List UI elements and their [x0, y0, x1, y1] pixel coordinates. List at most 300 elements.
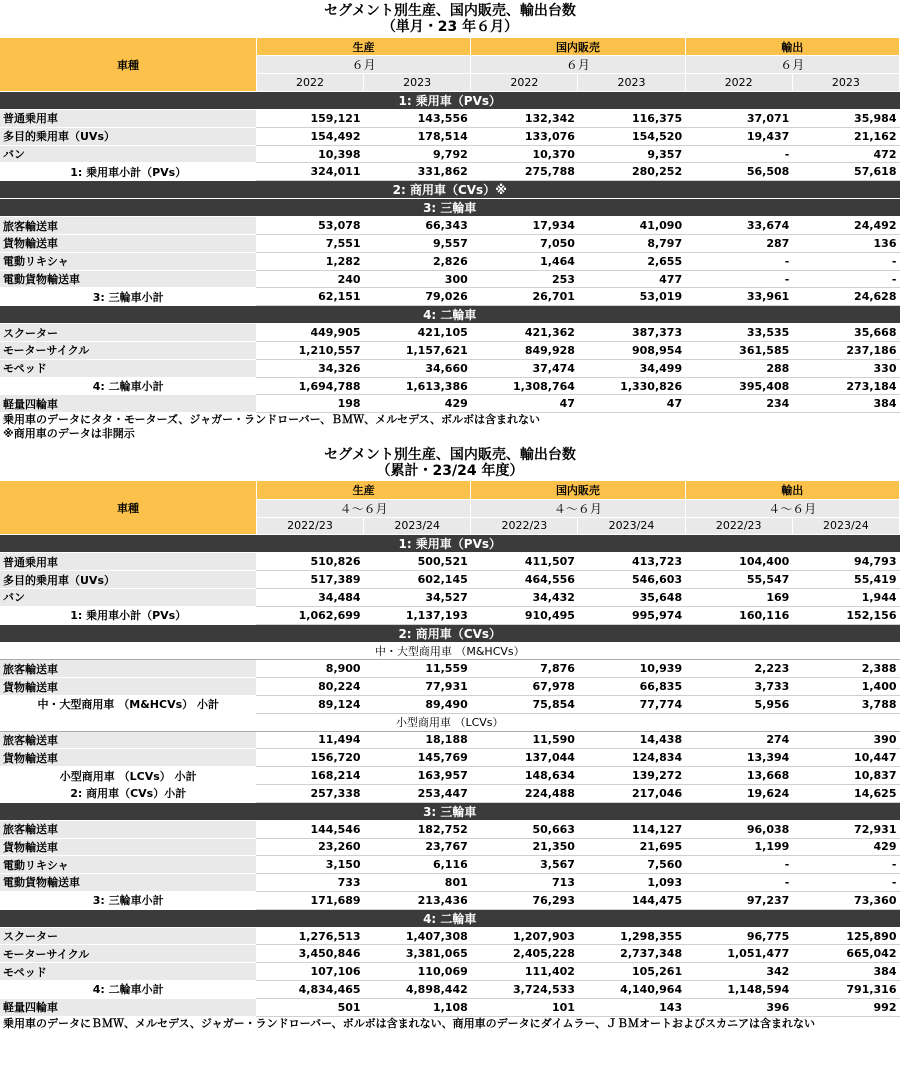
value-cell: 10,370 [471, 145, 578, 163]
value-cell: 517,389 [256, 571, 363, 589]
value-cell: 1,137,193 [364, 606, 471, 624]
value-cell: 421,105 [364, 324, 471, 342]
table-row [0, 127, 900, 145]
value-cell: 97,237 [685, 891, 792, 909]
group-header: 国内販売 [471, 481, 685, 499]
value-cell: 1,051,477 [685, 945, 792, 963]
value-cell: 145,769 [364, 749, 471, 767]
year-header: 2023 [364, 74, 471, 92]
period-header: ６月 [256, 56, 470, 74]
subtotal-label: 3: 三輪車小計 [0, 891, 256, 909]
value-cell: 96,775 [685, 927, 792, 945]
table-row [0, 963, 900, 981]
value-cell: 89,124 [256, 695, 363, 713]
value-cell: 9,557 [364, 235, 471, 253]
table-header [0, 38, 900, 92]
value-cell: 288 [685, 359, 792, 377]
value-cell: 96,038 [685, 820, 792, 838]
value-cell: 76,293 [471, 891, 578, 909]
table-row [0, 820, 900, 838]
value-cell: 66,835 [578, 678, 685, 696]
table-cumulative [0, 481, 900, 1016]
value-cell: 21,162 [792, 127, 899, 145]
row-label: モーターサイクル [0, 945, 256, 963]
value-cell: 510,826 [256, 553, 363, 571]
value-cell: 253,447 [364, 784, 471, 802]
value-cell: 169 [685, 588, 792, 606]
value-cell: - [685, 252, 792, 270]
value-cell: 713 [471, 874, 578, 892]
value-cell: 114,127 [578, 820, 685, 838]
value-cell: 1,308,764 [471, 377, 578, 395]
value-cell: 110,069 [364, 963, 471, 981]
value-cell: 124,834 [578, 749, 685, 767]
section-header-row [0, 306, 900, 324]
section-header: 3: 三輪車 [0, 802, 900, 820]
value-cell: 75,854 [471, 695, 578, 713]
value-cell: 11,559 [364, 660, 471, 678]
value-cell: 34,499 [578, 359, 685, 377]
row-label: 旅客輸送車 [0, 731, 256, 749]
footnote: 乗用車のデータにＢＭＷ、メルセデス、ジャガー・ランドローバー、ボルボは含まれない、商用車のデータにダイムラー、ＪＢＭオートおよびスカニアは含まれない [3, 1016, 816, 1030]
value-cell: 464,556 [471, 571, 578, 589]
table-row [0, 927, 900, 945]
value-cell: 1,400 [792, 678, 899, 696]
table-monthly [0, 38, 900, 413]
subtotal-row [0, 784, 900, 802]
value-cell: 1,613,386 [364, 377, 471, 395]
section-header-row [0, 909, 900, 927]
value-cell: 80,224 [256, 678, 363, 696]
value-cell: 1,108 [364, 998, 471, 1016]
value-cell: 72,931 [792, 820, 899, 838]
value-cell: - [792, 270, 899, 288]
year-header: 2023/24 [578, 517, 685, 535]
value-cell: 34,527 [364, 588, 471, 606]
row-label: スクーター [0, 324, 256, 342]
value-cell: 67,978 [471, 678, 578, 696]
value-cell: 4,898,442 [364, 981, 471, 999]
header-row-groups [0, 38, 900, 56]
value-cell: 2,388 [792, 660, 899, 678]
year-header: 2022 [685, 74, 792, 92]
table-row [0, 145, 900, 163]
table-row [0, 749, 900, 767]
value-cell: 1,464 [471, 252, 578, 270]
value-cell: 159,121 [256, 110, 363, 128]
subtotal-label: 3: 三輪車小計 [0, 288, 256, 306]
row-label: スクーター [0, 927, 256, 945]
value-cell: 7,876 [471, 660, 578, 678]
value-cell: 733 [256, 874, 363, 892]
section-header: 4: 二輪車 [0, 306, 900, 324]
title-cumulative [0, 441, 900, 481]
notes-cumulative [0, 1017, 900, 1031]
value-cell: 34,660 [364, 359, 471, 377]
section-header: 2: 商用車（CVs） [0, 624, 900, 642]
value-cell: 500,521 [364, 553, 471, 571]
title-line-1: セグメント別生産、国内販売、輸出台数 [324, 3, 576, 19]
kind-header: 車種 [0, 481, 256, 535]
value-cell: 73,360 [792, 891, 899, 909]
value-cell: 132,342 [471, 110, 578, 128]
value-cell: 280,252 [578, 163, 685, 181]
value-cell: 37,474 [471, 359, 578, 377]
section-header-row [0, 802, 900, 820]
year-header: 2022/23 [685, 517, 792, 535]
value-cell: 9,792 [364, 145, 471, 163]
value-cell: 224,488 [471, 784, 578, 802]
table-row [0, 110, 900, 128]
value-cell: 53,019 [578, 288, 685, 306]
value-cell: 8,797 [578, 235, 685, 253]
year-header: 2022 [256, 74, 363, 92]
value-cell: 77,931 [364, 678, 471, 696]
year-header: 2023 [578, 74, 685, 92]
table-row [0, 945, 900, 963]
subtotal-row [0, 377, 900, 395]
value-cell: 237,186 [792, 342, 899, 360]
value-cell: 10,447 [792, 749, 899, 767]
value-cell: 19,624 [685, 784, 792, 802]
subtotal-label: 1: 乗用車小計（PVs） [0, 163, 256, 181]
subtotal-row [0, 288, 900, 306]
value-cell: 801 [364, 874, 471, 892]
value-cell: 13,668 [685, 767, 792, 785]
value-cell: 287 [685, 235, 792, 253]
subtotal-row [0, 606, 900, 624]
subtotal-label: 小型商用車 （LCVs） 小計 [0, 767, 256, 785]
value-cell: 300 [364, 270, 471, 288]
row-label: 軽量四輪車 [0, 395, 256, 413]
year-header: 2022 [471, 74, 578, 92]
value-cell: 41,090 [578, 217, 685, 235]
section-header: 4: 二輪車 [0, 909, 900, 927]
value-cell: 449,905 [256, 324, 363, 342]
value-cell: 160,116 [685, 606, 792, 624]
section-cumulative [0, 441, 900, 1030]
value-cell: 104,400 [685, 553, 792, 571]
table-body [0, 92, 900, 413]
row-label: 貨物輸送車 [0, 235, 256, 253]
title-monthly [0, 0, 900, 38]
section-header-row [0, 199, 900, 217]
value-cell: 234 [685, 395, 792, 413]
table-row [0, 342, 900, 360]
group-header: 国内販売 [471, 38, 685, 56]
subtotal-row [0, 891, 900, 909]
value-cell: 13,394 [685, 749, 792, 767]
row-label: 電動リキシャ [0, 252, 256, 270]
value-cell: 9,357 [578, 145, 685, 163]
value-cell: 66,343 [364, 217, 471, 235]
value-cell: 1,282 [256, 252, 363, 270]
value-cell: 35,648 [578, 588, 685, 606]
value-cell: 35,984 [792, 110, 899, 128]
value-cell: 34,326 [256, 359, 363, 377]
year-header: 2023/24 [364, 517, 471, 535]
subsection-header-row [0, 713, 900, 731]
value-cell: 396 [685, 998, 792, 1016]
value-cell: 144,546 [256, 820, 363, 838]
year-header: 2022/23 [471, 517, 578, 535]
value-cell: 3,724,533 [471, 981, 578, 999]
row-label: モペッド [0, 359, 256, 377]
value-cell: 6,116 [364, 856, 471, 874]
value-cell: 1,694,788 [256, 377, 363, 395]
section-header: 2: 商用車（CVs）※ [0, 181, 900, 199]
value-cell: 4,140,964 [578, 981, 685, 999]
period-header: ６月 [685, 56, 899, 74]
group-header: 生産 [256, 481, 470, 499]
value-cell: 10,837 [792, 767, 899, 785]
value-cell: 89,490 [364, 695, 471, 713]
title-line-1: セグメント別生産、国内販売、輸出台数 [324, 447, 576, 464]
value-cell: 152,156 [792, 606, 899, 624]
group-header: 輸出 [685, 38, 899, 56]
value-cell: 21,350 [471, 838, 578, 856]
value-cell: 55,419 [792, 571, 899, 589]
value-cell: - [792, 874, 899, 892]
value-cell: 472 [792, 145, 899, 163]
value-cell: 2,655 [578, 252, 685, 270]
table-row [0, 235, 900, 253]
row-label: 多目的乗用車（UVs） [0, 127, 256, 145]
table-row [0, 217, 900, 235]
value-cell: 198 [256, 395, 363, 413]
value-cell: 139,272 [578, 767, 685, 785]
value-cell: 602,145 [364, 571, 471, 589]
value-cell: 240 [256, 270, 363, 288]
table-row [0, 838, 900, 856]
value-cell: 62,151 [256, 288, 363, 306]
value-cell: 136 [792, 235, 899, 253]
section-header-row [0, 535, 900, 553]
value-cell: 1,157,621 [364, 342, 471, 360]
title-line-2: （累計・23/24 年度） [376, 463, 524, 480]
value-cell: 77,774 [578, 695, 685, 713]
year-header: 2023 [792, 74, 899, 92]
section-header-row [0, 624, 900, 642]
value-cell: 546,603 [578, 571, 685, 589]
footnote: ※商用車のデータは非開示 [3, 427, 135, 441]
subsection-header: 中・大型商用車 （M&HCVs） [0, 642, 900, 660]
value-cell: 2,405,228 [471, 945, 578, 963]
table-body [0, 535, 900, 1016]
value-cell: 992 [792, 998, 899, 1016]
value-cell: 849,928 [471, 342, 578, 360]
subtotal-label: 2: 商用車（CVs）小計 [0, 784, 256, 802]
value-cell: 4,834,465 [256, 981, 363, 999]
group-header: 生産 [256, 38, 470, 56]
value-cell: 7,050 [471, 235, 578, 253]
value-cell: 21,695 [578, 838, 685, 856]
value-cell: 33,674 [685, 217, 792, 235]
section-header: 1: 乗用車（PVs） [0, 92, 900, 110]
group-header: 輸出 [685, 481, 899, 499]
table-row [0, 324, 900, 342]
value-cell: 8,900 [256, 660, 363, 678]
value-cell: 101 [471, 998, 578, 1016]
value-cell: 342 [685, 963, 792, 981]
value-cell: 1,062,699 [256, 606, 363, 624]
value-cell: 18,188 [364, 731, 471, 749]
value-cell: - [685, 874, 792, 892]
value-cell: - [685, 270, 792, 288]
value-cell: 79,026 [364, 288, 471, 306]
row-label: 普通乗用車 [0, 110, 256, 128]
value-cell: 324,011 [256, 163, 363, 181]
table-row [0, 553, 900, 571]
value-cell: 148,634 [471, 767, 578, 785]
value-cell: 1,407,308 [364, 927, 471, 945]
value-cell: 1,207,903 [471, 927, 578, 945]
value-cell: 143 [578, 998, 685, 1016]
table-row [0, 731, 900, 749]
row-label: 旅客輸送車 [0, 660, 256, 678]
value-cell: 3,788 [792, 695, 899, 713]
value-cell: 154,492 [256, 127, 363, 145]
value-cell: 5,956 [685, 695, 792, 713]
value-cell: 107,106 [256, 963, 363, 981]
value-cell: 390 [792, 731, 899, 749]
value-cell: 125,890 [792, 927, 899, 945]
section-header-row [0, 92, 900, 110]
value-cell: 19,437 [685, 127, 792, 145]
row-label: バン [0, 145, 256, 163]
row-label: 電動貨物輸送車 [0, 270, 256, 288]
value-cell: 501 [256, 998, 363, 1016]
value-cell: 2,223 [685, 660, 792, 678]
subsection-header: 小型商用車 （LCVs） [0, 713, 900, 731]
row-label: 普通乗用車 [0, 553, 256, 571]
subtotal-label: 4: 二輪車小計 [0, 981, 256, 999]
value-cell: 47 [471, 395, 578, 413]
period-header: ４～６月 [471, 499, 685, 517]
value-cell: 105,261 [578, 963, 685, 981]
value-cell: 1,298,355 [578, 927, 685, 945]
value-cell: 116,375 [578, 110, 685, 128]
value-cell: 23,260 [256, 838, 363, 856]
value-cell: 111,402 [471, 963, 578, 981]
value-cell: 10,398 [256, 145, 363, 163]
table-row [0, 252, 900, 270]
value-cell: 2,826 [364, 252, 471, 270]
value-cell: 7,560 [578, 856, 685, 874]
value-cell: 910,495 [471, 606, 578, 624]
value-cell: 384 [792, 395, 899, 413]
value-cell: 908,954 [578, 342, 685, 360]
row-label: 貨物輸送車 [0, 678, 256, 696]
value-cell: 995,974 [578, 606, 685, 624]
row-label: モペッド [0, 963, 256, 981]
value-cell: - [792, 856, 899, 874]
value-cell: 7,551 [256, 235, 363, 253]
value-cell: 411,507 [471, 553, 578, 571]
value-cell: 3,381,065 [364, 945, 471, 963]
row-label: バン [0, 588, 256, 606]
table-row [0, 874, 900, 892]
value-cell: 24,492 [792, 217, 899, 235]
period-header: ４～６月 [256, 499, 470, 517]
value-cell: 384 [792, 963, 899, 981]
table-row [0, 395, 900, 413]
value-cell: 14,625 [792, 784, 899, 802]
subtotal-label: 中・大型商用車 （M&HCVs） 小計 [0, 695, 256, 713]
value-cell: 143,556 [364, 110, 471, 128]
value-cell: 37,071 [685, 110, 792, 128]
value-cell: 1,199 [685, 838, 792, 856]
value-cell: 182,752 [364, 820, 471, 838]
value-cell: 1,148,594 [685, 981, 792, 999]
value-cell: 413,723 [578, 553, 685, 571]
value-cell: 274 [685, 731, 792, 749]
row-label: 旅客輸送車 [0, 217, 256, 235]
table-row [0, 678, 900, 696]
table-row [0, 588, 900, 606]
value-cell: 57,618 [792, 163, 899, 181]
subtotal-row [0, 981, 900, 999]
row-label: モーターサイクル [0, 342, 256, 360]
value-cell: 133,076 [471, 127, 578, 145]
value-cell: 217,046 [578, 784, 685, 802]
value-cell: 14,438 [578, 731, 685, 749]
value-cell: 178,514 [364, 127, 471, 145]
value-cell: 1,210,557 [256, 342, 363, 360]
table-row [0, 571, 900, 589]
subtotal-label: 1: 乗用車小計（PVs） [0, 606, 256, 624]
year-header: 2023/24 [792, 517, 899, 535]
value-cell: 33,535 [685, 324, 792, 342]
value-cell: 330 [792, 359, 899, 377]
table-row [0, 856, 900, 874]
period-header: ６月 [471, 56, 685, 74]
value-cell: 2,737,348 [578, 945, 685, 963]
value-cell: 24,628 [792, 288, 899, 306]
value-cell: 33,961 [685, 288, 792, 306]
value-cell: 257,338 [256, 784, 363, 802]
value-cell: 47 [578, 395, 685, 413]
value-cell: 791,316 [792, 981, 899, 999]
value-cell: - [685, 856, 792, 874]
value-cell: 273,184 [792, 377, 899, 395]
row-label: 電動リキシャ [0, 856, 256, 874]
value-cell: 1,276,513 [256, 927, 363, 945]
row-label: 貨物輸送車 [0, 838, 256, 856]
value-cell: 1,944 [792, 588, 899, 606]
subtotal-row [0, 767, 900, 785]
header-row-groups [0, 481, 900, 499]
row-label: 軽量四輪車 [0, 998, 256, 1016]
notes-monthly [0, 413, 900, 441]
value-cell: 17,934 [471, 217, 578, 235]
value-cell: 3,450,846 [256, 945, 363, 963]
value-cell: 3,567 [471, 856, 578, 874]
value-cell: - [792, 252, 899, 270]
subsection-header-row [0, 642, 900, 660]
value-cell: 3,733 [685, 678, 792, 696]
value-cell: 387,373 [578, 324, 685, 342]
value-cell: 171,689 [256, 891, 363, 909]
value-cell: 477 [578, 270, 685, 288]
footnote: 乗用車のデータにタタ・モーターズ、ジャガー・ランドローバー、ＢＭＷ、メルセデス、ボルボは含まれない [3, 413, 541, 427]
title-line-2: （単月・23 年６月） [381, 19, 519, 35]
table-row [0, 359, 900, 377]
value-cell: 395,408 [685, 377, 792, 395]
value-cell: 156,720 [256, 749, 363, 767]
value-cell: 94,793 [792, 553, 899, 571]
value-cell: 34,484 [256, 588, 363, 606]
